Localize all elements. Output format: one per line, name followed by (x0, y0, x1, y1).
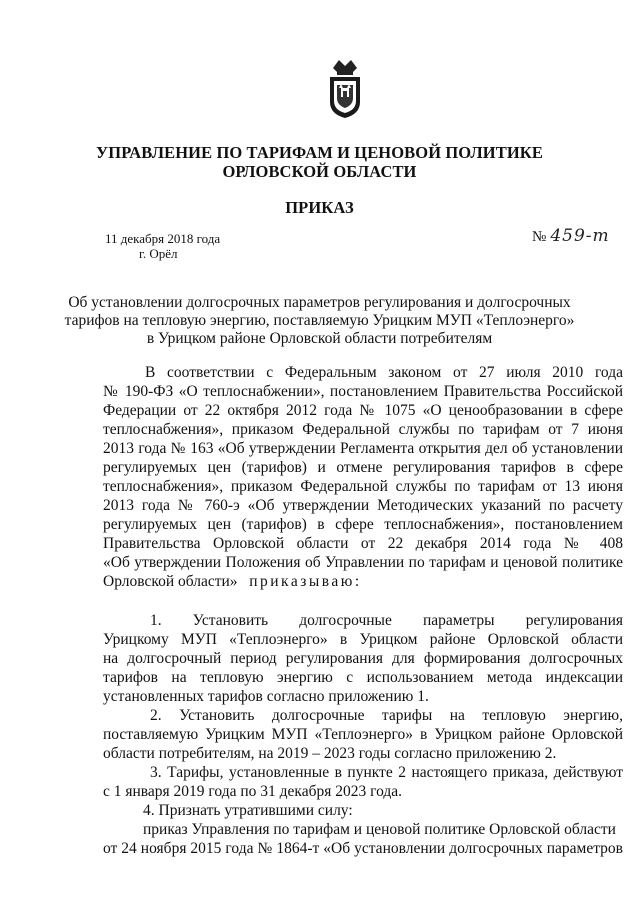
preamble-line: теплоснабжения», приказом Федеральной службы по тарифам от 13 июня (103, 478, 623, 495)
preamble-line: «Об утверждении Положения об Управлении по тарифам и ценовой политике (103, 554, 623, 571)
preamble-line: Правительства Орловской области от 22 декабря 2014 года № 408 (103, 535, 623, 552)
item1-line: на долгосрочный период регулирования для формирования долгосрочных (103, 650, 623, 667)
coat-of-arms-emblem (325, 58, 365, 120)
preamble-line: Федерации от 22 октября 2012 года № 1075 «О ценообразовании в сфере (103, 402, 623, 419)
subject-line-2: тарифов на тепловую энергию, поставляемую Урицким МУП «Теплоэнерго» (64, 312, 575, 329)
item1-line: Урицкому МУП «Теплоэнерго» в Урицком районе Орловской области (103, 631, 623, 648)
doc-number (532, 226, 610, 246)
preamble-last-text: Орловской области» (103, 573, 238, 590)
item1-last-line: установленных тарифов согласно приложению 1. (103, 688, 429, 705)
item4-sub-line: приказ Управления по тарифам и ценовой политике Орловской области (143, 821, 616, 838)
preamble-last-line (103, 573, 623, 591)
preamble-line: 2013 года № 163 «Об утверждении Регламента открытия дел об установлении (103, 440, 623, 457)
doc-type-title: ПРИКАЗ (285, 198, 354, 217)
item4-line: 4. Признать утратившими силу: (143, 802, 353, 819)
org-title-line2: ОРЛОВСКОЙ ОБЛАСТИ (222, 162, 417, 181)
doc-number-prefix: № (532, 229, 547, 245)
doc-date: 11 декабря 2018 года (105, 231, 221, 246)
order-word: приказываю: (249, 573, 362, 590)
doc-number-handwritten: 459-т (550, 226, 610, 246)
preamble-line: теплоснабжения», приказом Федеральной службы по тарифам от 7 июня (103, 421, 623, 438)
item2-line: 2. Установить долгосрочные тарифы на тепловую энергию, (150, 707, 623, 724)
org-title-line1: УПРАВЛЕНИЕ ПО ТАРИФАМ И ЦЕНОВОЙ ПОЛИТИКЕ (96, 143, 543, 162)
item4-sub-line: от 24 ноября 2015 года № 1864-т «Об установлении долгосрочных параметров (103, 840, 623, 857)
preamble-line: регулируемых цен (тарифов) и отмене регулирования тарифов в сфере (103, 459, 623, 476)
preamble-line: 2013 года № 760-э «Об утверждении Методических указаний по расчету (103, 497, 623, 514)
preamble-line: регулируемых цен (тарифов) в сфере теплоснабжения», постановлением (103, 516, 623, 533)
item1-line: 1. Установить долгосрочные параметры регулирования (150, 612, 623, 629)
item2-last-line: области потребителям, на 2019 – 2023 годы согласно приложению 2. (103, 745, 557, 762)
item3-last-line: с 1 января 2019 года по 31 декабря 2023 года. (103, 783, 403, 800)
item3-line: 3. Тарифы, установленные в пункте 2 настоящего приказа, действуют (150, 764, 623, 781)
preamble-line: В соответствии с Федеральным законом от 27 июля 2010 года (145, 364, 623, 381)
doc-city: г. Орёл (139, 246, 178, 261)
subject-line-1: Об установлении долгосрочных параметров регулирования и долгосрочных (68, 294, 571, 311)
item1-line: тарифов на тепловую энергию с использованием метода индексации (103, 669, 623, 686)
subject-line-3: в Урицком районе Орловской области потребителям (146, 330, 493, 347)
item2-line: поставляемую Урицким МУП «Теплоэнерго» в Урицком районе Орловской (103, 726, 623, 743)
preamble-line: № 190-ФЗ «О теплоснабжении», постановлением Правительства Российской (103, 383, 623, 400)
